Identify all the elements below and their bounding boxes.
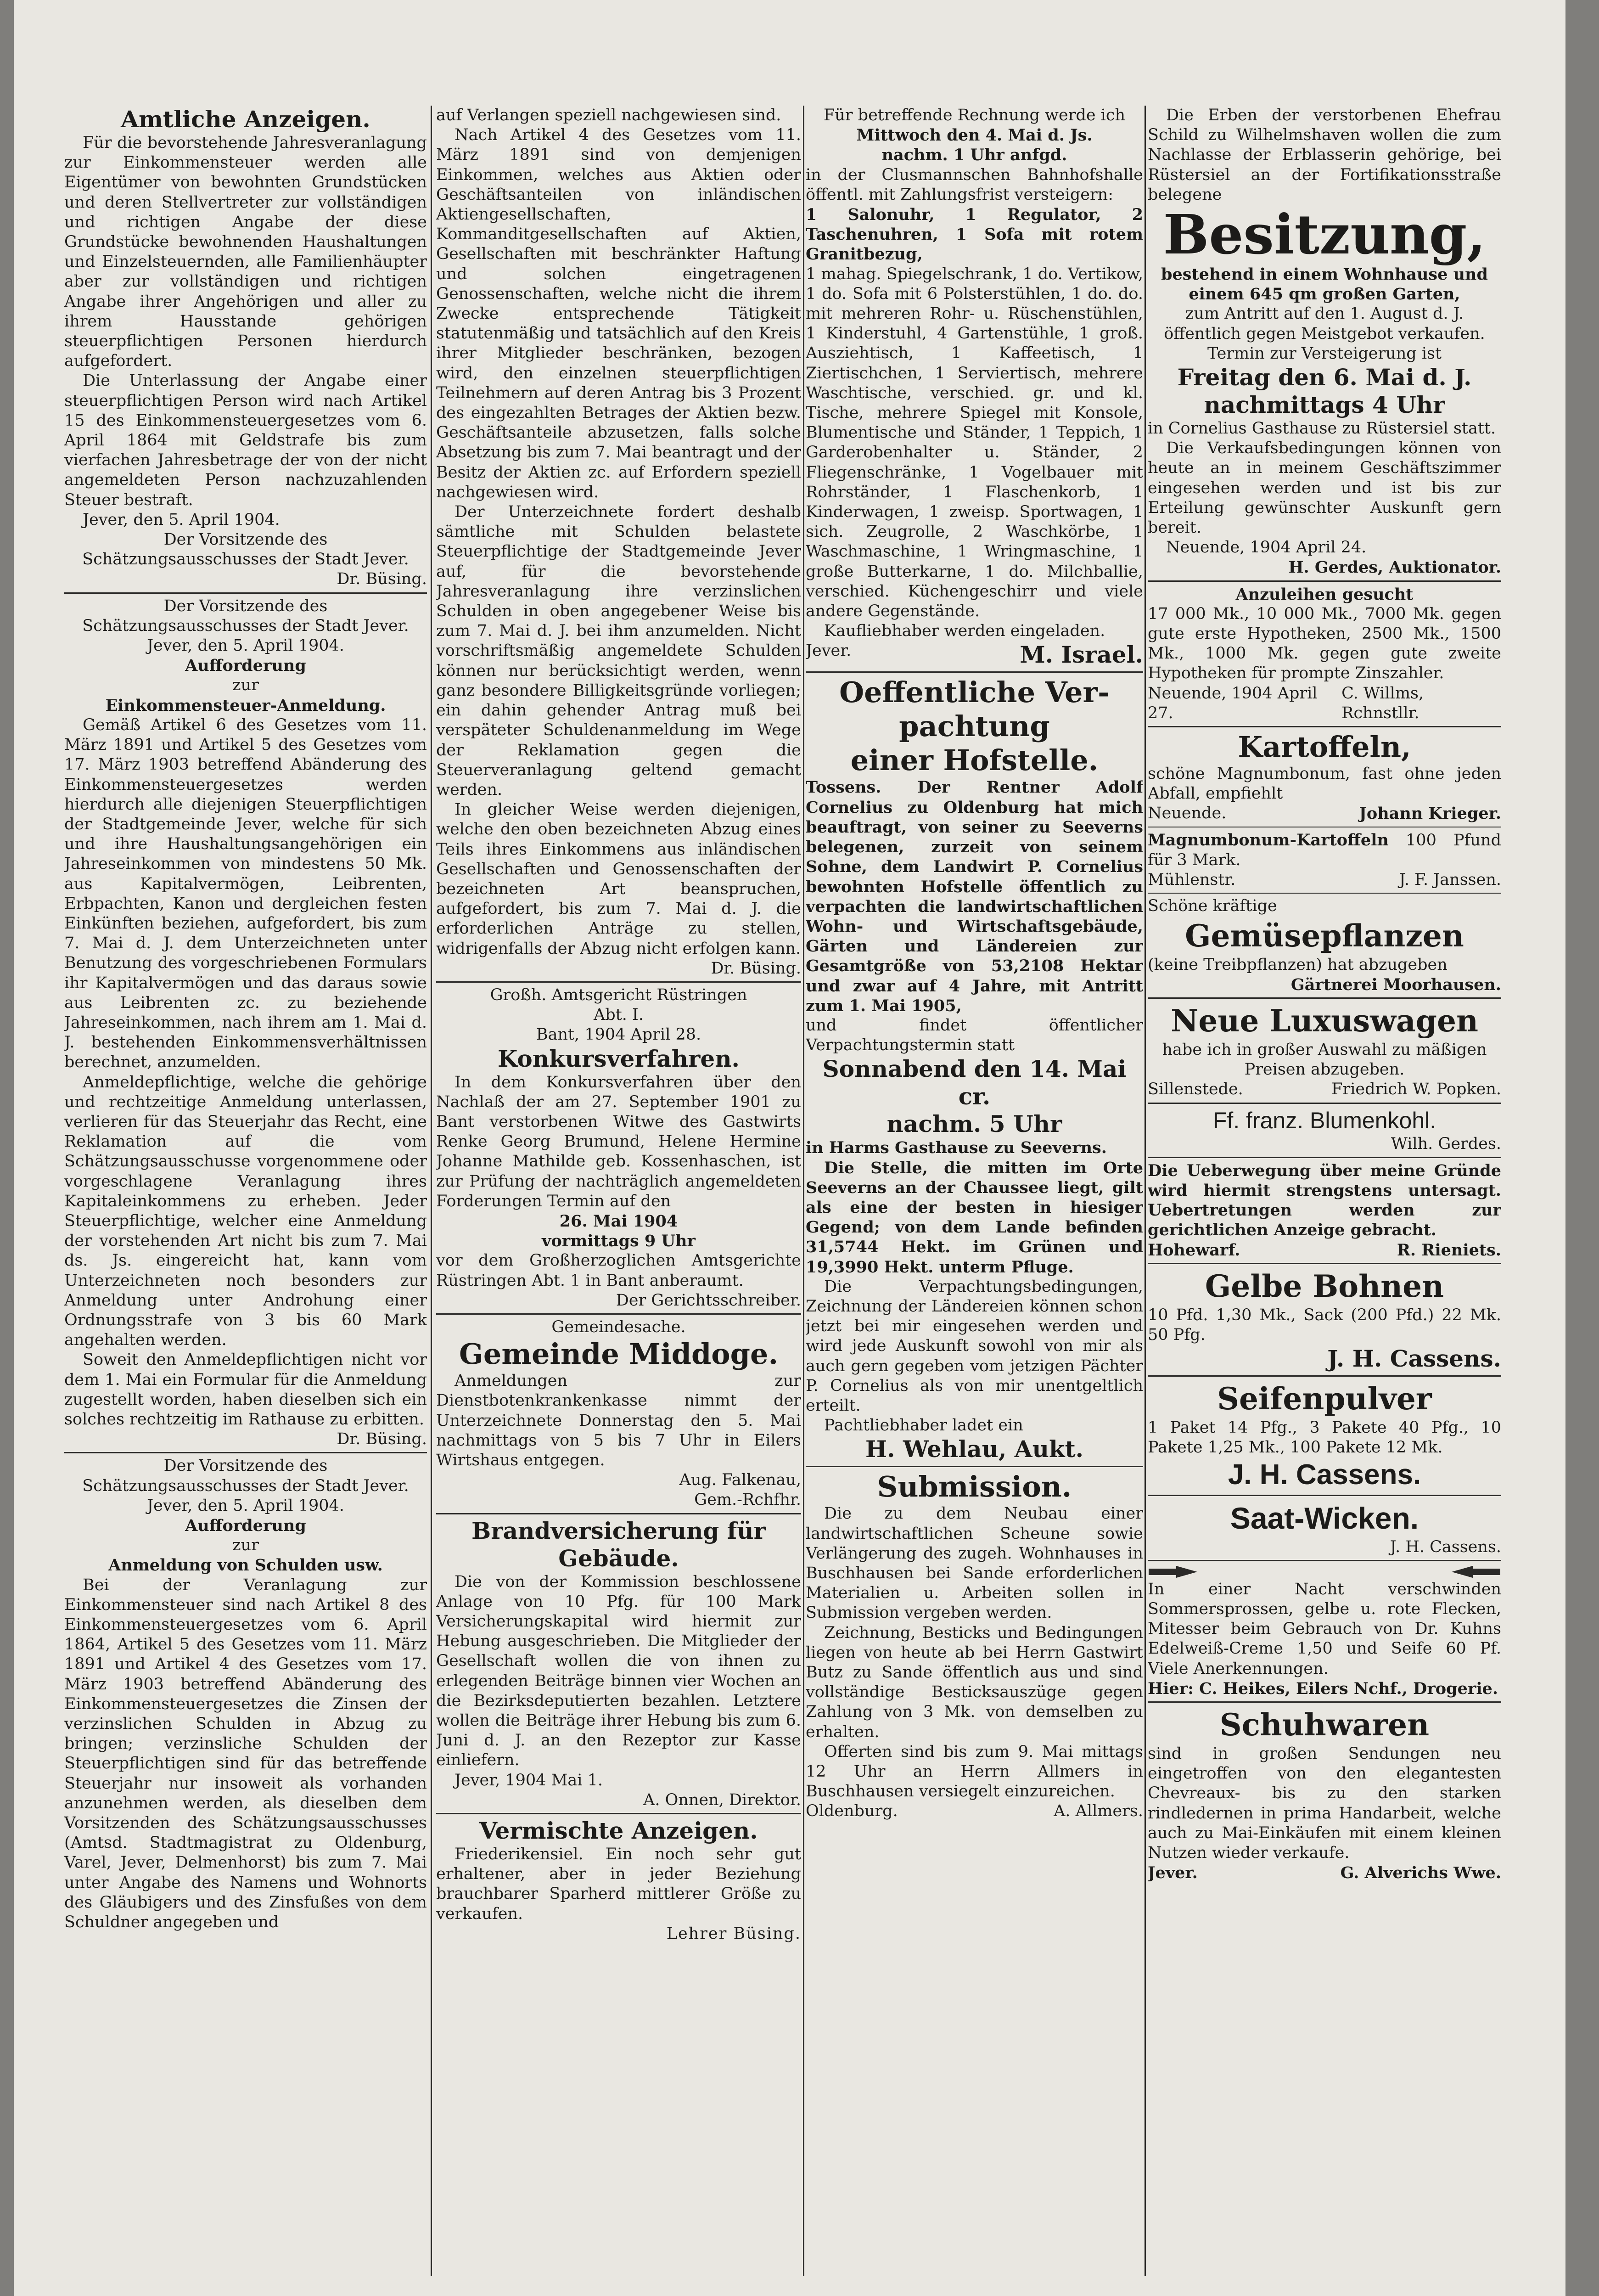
notice-text: Für betreffende Rechnung werde ich xyxy=(823,106,1126,124)
notice-heading: Aufforderung xyxy=(185,1516,306,1536)
divider xyxy=(806,671,1143,673)
divider xyxy=(64,1452,427,1453)
ad-title: Ff. franz. Blumenkohl. xyxy=(1212,1107,1436,1133)
ad-title: Kartoffeln, xyxy=(1238,730,1411,764)
notice-text: Die Erben der verstorbenen Ehefrau Schild zu Wilhelmshaven wollen die zum Nachlasse der Erblasserin gehörige, bei Rüstersiel an der Fortifikationsstraße belegene xyxy=(1148,106,1501,204)
notice-date: Jever, den 5. April 1904. xyxy=(147,1496,344,1515)
notice-signature: M. Israel. xyxy=(1020,641,1143,669)
notice-signature: Gem.-Rchfhr. xyxy=(694,1491,801,1509)
notice-date: Jever, den 5. April 1904. xyxy=(83,510,280,529)
notice-place: Mühlenstr. xyxy=(1148,871,1236,889)
notice-text: Die zu dem Neubau einer landwirtschaftlichen Scheune sowie Verlängerung des zugeh. Wohnhauses in Buschhausen bei Sande erforderlichen Materialien u. Arbeiten sollen in Submission vergeben werden. xyxy=(806,1504,1143,1622)
ad-title: pachtung xyxy=(899,709,1050,743)
notice-place: Hohewarf. xyxy=(1148,1240,1240,1260)
notice-signature: R. Rieniets. xyxy=(1397,1240,1501,1260)
ad-title: Saat-Wicken. xyxy=(1230,1501,1419,1535)
divider xyxy=(1148,1157,1501,1158)
notice-signature: Johann Krieger. xyxy=(1359,804,1501,823)
notice-text: Tossens. Der Rentner Adolf Cornelius zu Oldenburg hat mich beauftragt, von seiner zu Seeverns belegenen, zurzeit von seinem Sohne, dem Landwirt P. Cornelius bewohnten Hofstelle öffentlich zu verpachten die landwirtschaftlichen Wohn- und Wirtschaftsgebäude, Gärten und Ländereien zur Gesamtgröße von 53,2108 Hektar und zwar auf 4 Jahre, mit Antritt zum 1. Mai 1905, xyxy=(806,778,1143,1015)
notice-text: Die Verkaufsbedingungen können von heute an in meinem Geschäftszimmer eingesehen werden und ist bis zur Erteilung gewünschter Auskunft gern bereit. xyxy=(1148,439,1501,537)
notice-date: Jever, den 5. April 1904. xyxy=(147,636,344,655)
divider xyxy=(1148,997,1501,999)
divider xyxy=(806,1466,1143,1467)
notice-signature: Dr. Büsing. xyxy=(337,570,427,589)
column-3 xyxy=(806,106,1143,2276)
notice-place: Oldenburg. xyxy=(806,1802,898,1821)
pointing-hand-icon xyxy=(1451,1564,1501,1580)
notice-text: Nach Artikel 4 des Gesetzes vom 11. März 1891 sind von demjenigen Einkommen, welches aus Aktien oder Geschäftsanteilen von inländischen Aktiengesellschaften, Kommanditgesellschaften auf Aktien, Gesellschaften mit beschränkter Haftung und solchen eingetragenen Genossenschaften, welche nicht die ihrem Zwecke entsprechende Tätigkeit statutenmäßig und tatsächlich auf den Kreis ihrer Mitglieder beschränken, bezogen wird, den einzelnen steuerpflichtigen Teilnehmern auf deren Antrag bis 3 Prozent des eingezahlten Betrages der Aktien bezw. Geschäftsanteile abzusetzen, falls solche Absetzung bis zum 7. Mai beantragt und der Besitz der Aktien zc. auf Erfordern speziell nachgewiesen wird. xyxy=(436,126,801,501)
section-heading: Amtliche Anzeigen. xyxy=(121,106,370,133)
ad-title: Anzuleihen gesucht xyxy=(1235,585,1414,604)
notice-signature: Friedrich W. Popken. xyxy=(1331,1080,1501,1099)
divider xyxy=(436,981,801,983)
notice-text: schöne Magnumbonum, fast ohne jeden Abfall, empfiehlt xyxy=(1148,765,1501,803)
notice-date: Neuende, 1904 April 27. xyxy=(1148,684,1318,722)
notice-text: In einer Nacht verschwinden Sommersprossen, gelbe u. rote Flecken, Mitesser beim Gebrauch von Dr. Kuhns Edelweiß-Creme 1,50 und Seife 60 Pf. Viele Anerkennungen. xyxy=(1148,1580,1501,1678)
divider xyxy=(64,592,427,594)
notice-signature: J. H. Cassens. xyxy=(1228,1458,1421,1491)
notice-text: Zeichnung, Besticks und Bedingungen liegen von heute ab bei Herrn Gastwirt Butz zu Sande öffentlich aus und sind vollständige Besticksauszüge gegen Zahlung von 3 Mk. von demselben zu erhalten. xyxy=(806,1623,1143,1741)
term-time: nachm. 5 Uhr xyxy=(886,1110,1062,1138)
newspaper-page xyxy=(14,0,1565,2296)
notice-text: Pachtliebhaber ladet ein xyxy=(824,1416,1023,1435)
notice-text: vor dem Großherzoglichen Amtsgerichte Rüstringen Abt. 1 in Bant anberaumt. xyxy=(436,1251,801,1290)
ad-title: Seifenpulver xyxy=(1217,1381,1432,1417)
notice-text: Für die bevorstehende Jahresveranlagung zur Einkommensteuer werden alle Eigentümer von bewohnten Grundstücken und deren Stellvertreter zur vollständigen und richtigen Angabe der diese Grundstücke bewohnenden Haushaltungen und Einzelsteuernden, alle Familienhäupter aber zur vollständigen und richtigen Angabe ihrer Angehörigen und aller zu ihrem Hausstande gehörigen steuerpflichtigen Personen hierdurch aufgefordert. xyxy=(64,134,427,371)
notice-date: Jever, 1904 Mai 1. xyxy=(454,1771,603,1790)
notice-signature: A. Allmers. xyxy=(1054,1802,1143,1821)
notice-text: Anmeldungen zur Dienstbotenkrankenkasse nimmt der Unterzeichnete Donnerstag den 5. Mai nachmittags von 5 bis 7 Uhr in Eilers Wirtshaus entgegen. xyxy=(436,1372,801,1469)
notice-text: 17 000 Mk., 10 000 Mk., 7000 Mk. gegen gute erste Hypotheken, 2500 Mk., 1500 Mk., 1000 Mk. gegen gute zweite Hypotheken für prompte Zinszahler. xyxy=(1148,604,1501,683)
notice-text: in der Clusmannschen Bahnhofshalle öffentl. mit Zahlungsfrist versteigern: xyxy=(806,165,1143,204)
notice-kicker: Gemeindesache. xyxy=(551,1317,686,1336)
notice-signature: C. Willms, Rchnstllr. xyxy=(1341,684,1424,722)
divider xyxy=(436,1813,801,1814)
notice-signature: Dr. Büsing. xyxy=(711,959,801,978)
notice-text: zum Antritt auf den 1. August d. J. öffentlich gegen Meistgebot verkaufen. xyxy=(1164,304,1485,343)
divider xyxy=(1148,1560,1501,1561)
notice-text: 10 Pfd. 1,30 Mk., Sack (200 Pfd.) 22 Mk. 50 Pfg. xyxy=(1148,1306,1501,1344)
column-rule xyxy=(1145,106,1146,2276)
court-division: Abt. I. xyxy=(594,1006,644,1024)
notice-text: Friederikensiel. Ein noch sehr gut erhaltener, aber in jeder Beziehung brauchbarer Sparherd mittlerer Größe zu verkaufen. xyxy=(436,1845,801,1923)
term-date: 26. Mai 1904 xyxy=(559,1211,678,1231)
notice-text: auf Verlangen speziell nachgewiesen sind. xyxy=(436,106,781,124)
notice-text: sind in großen Sendungen neu eingetroffen von den elegantesten Chevreaux- bis zu den starken rindledernen in prima Handarbeit, welche auch zu Mai-Einkäufen mit einem kleinen Nutzen wieder verkaufe. xyxy=(1148,1744,1501,1862)
notice-signature: Wilh. Gerdes. xyxy=(1391,1134,1501,1153)
ad-title: Neue Luxuswagen xyxy=(1171,1002,1478,1039)
notice-text: 100 Pfund für 3 Mark. xyxy=(1148,831,1501,869)
term-time: vormittags 9 Uhr xyxy=(542,1232,696,1251)
notice-place: Jever. xyxy=(806,642,852,660)
ad-kicker: Schöne kräftige xyxy=(1148,897,1277,916)
notice-place: Jever. xyxy=(1148,1863,1198,1883)
notice-place: Neuende. xyxy=(1148,804,1227,823)
ad-title: Gemüsepflanzen xyxy=(1185,917,1464,954)
ad-title: Schuhwaren xyxy=(1219,1706,1430,1743)
notice-text: Die Ueberwegung über meine Gründe wird hiermit strengstens untersagt. Uebertretungen werden zur gerichtlichen Anzeige gebracht. xyxy=(1148,1161,1501,1240)
notice-title: Konkursverfahren. xyxy=(498,1045,740,1072)
notice-heading: Anmeldung von Schulden usw. xyxy=(108,1556,383,1575)
notice-text: 1 Paket 14 Pfg., 3 Pakete 40 Pfg., 10 Pakete 1,25 Mk., 100 Pakete 12 Mk. xyxy=(1148,1418,1501,1457)
notice-text: Soweit den Anmeldepflichtigen nicht vor dem 1. Mai ein Formular für die Anmeldung zugestellt worden, haben dieselben sich ein solches rechtzeitig im Rathause zu erbitten. xyxy=(64,1351,427,1429)
notice-title: Brandversicherung für Gebäude. xyxy=(471,1517,766,1572)
notice-text: In gleicher Weise werden diejenigen, welche den oben bezeichneten Abzug eines Teils ihres Einkommens aus inländischen Gesellschaften und Genossenschaften der bezeichneten Art beanspruchen, aufgefordert, bis zum 7. Mai d. J. die erforderlichen Anträge zu stellen, widrigenfalls der Abzug nicht erfolgen kann. xyxy=(436,800,801,958)
notice-signature: A. Onnen, Direktor. xyxy=(643,1790,801,1809)
auction-time: nachm. 1 Uhr anfgd. xyxy=(881,146,1067,165)
column-2 xyxy=(436,106,801,2276)
column-rule xyxy=(803,106,804,2276)
divider xyxy=(1148,893,1501,894)
divider xyxy=(1148,1103,1501,1104)
term-place: in Harms Gasthause zu Seeverns. xyxy=(806,1138,1107,1158)
ad-title: Gelbe Bohnen xyxy=(1205,1268,1444,1304)
term-date: Freitag den 6. Mai d. J. xyxy=(1177,364,1472,391)
pointing-hand-icon xyxy=(1148,1564,1198,1580)
divider xyxy=(1148,1495,1501,1496)
notice-place: Sillenstede. xyxy=(1148,1080,1243,1099)
notice-signature: J. F. Janssen. xyxy=(1399,871,1501,889)
notice-text: in Cornelius Gasthause zu Rüstersiel statt. xyxy=(1148,419,1496,438)
section-heading: Vermischte Anzeigen. xyxy=(479,1817,758,1845)
ad-title: Oeffentliche Ver- xyxy=(839,675,1110,709)
divider xyxy=(1148,1375,1501,1377)
notice-signature: Gärtnerei Moorhausen. xyxy=(1290,975,1501,994)
notice-signature: H. Gerdes, Auktionator. xyxy=(1288,558,1501,577)
product-name: Magnumbonum-Kartoffeln xyxy=(1148,830,1389,850)
divider xyxy=(436,1313,801,1315)
notice-text: Die Stelle, die mitten im Orte Seeverns an der Chaussee liegt, gilt als eine der besten in hiesiger Gegend; von dem Lande befinden 31,5744 Hekt. im Grünen und 19,3990 Hekt. unterm Pfluge. xyxy=(806,1158,1143,1277)
divider xyxy=(436,1513,801,1514)
notice-text: Bei der Veranlagung zur Einkommensteuer sind nach Artikel 8 des Einkommensteuergesetzes vom 6. April 1864, Artikel 5 des Gesetzes vom 11. März 1891 und Artikel 4 des Gesetzes vom 17. März 1903 betreffend Abänderung des Einkommensteuergesetzes die Zinsen der verzinslichen Schulden in Abzug zu bringen; verzinsliche Schulden der Steuerpflichtigen sind für das betreffende Steuerjahr nur insoweit als vorhanden anzunehmen werden, als dieselben dem Vorsitzenden des Schätzungsausschusses (Amtsd. Stadtmagistrat zu Oldenburg, Varel, Jever, Delmenhorst) bis zum 7. Mai unter Angabe des Namens und Wohnorts des Gläubigers und des Zinsfußes von dem Schuldner angegeben und xyxy=(64,1576,427,1932)
notice-text: habe ich in großer Auswahl zu mäßigen Preisen abzugeben. xyxy=(1162,1040,1487,1079)
term-date: Sonnabend den 14. Mai cr. xyxy=(822,1055,1127,1110)
notice-title: Gemeinde Middoge. xyxy=(459,1337,779,1371)
divider xyxy=(1148,1701,1501,1703)
notice-date: Neuende, 1904 April 24. xyxy=(1166,538,1367,557)
notice-heading: Einkommensteuer-Anmeldung. xyxy=(105,696,386,715)
notice-issuer: Der Vorsitzende des Schätzungsausschusses der Stadt Jever. xyxy=(82,1457,409,1495)
notice-signature: J. H. Cassens. xyxy=(1390,1537,1501,1556)
notice-date: Bant, 1904 April 28. xyxy=(536,1025,701,1044)
ad-subtitle: bestehend in einem Wohnhause und einem 645 qm großen Garten, xyxy=(1161,265,1488,304)
notice-signature: Hier: C. Heikes, Eilers Nchf., Drogerie. xyxy=(1148,1679,1498,1698)
auction-date: Mittwoch den 4. Mai d. Js. xyxy=(856,126,1093,145)
notice-signature: J. H. Cassens. xyxy=(1327,1345,1501,1373)
notice-signature: G. Alverichs Wwe. xyxy=(1340,1863,1501,1883)
column-4 xyxy=(1148,106,1501,2276)
notice-text: Kaufliebhaber werden eingeladen. xyxy=(824,622,1105,641)
auction-items-highlight: 1 Salonuhr, 1 Regulator, 2 Taschenuhren, 1 Sofa mit rotem Granitbezug, xyxy=(806,205,1143,264)
ad-title: einer Hofstelle. xyxy=(850,743,1099,777)
notice-text: Die Verpachtungsbedingungen, Zeichnung der Ländereien können schon jetzt bei mir eingesehen werden und wird jede Auskunft sowohl von mir als auch gern gegeben vom jetzigen Pächter P. Cornelius als von mir unentgeltlich erteilt. xyxy=(806,1277,1143,1415)
notice-text: In dem Konkursverfahren über den Nachlaß der am 27. September 1901 zu Bant verstorbenen Witwe des Gastwirts Renke Georg Brumund, Helene Hermine Johanne Mathilde geb. Kossenhaschen, ist zur Prüfung der nachträglich angemeldeten Forderungen Termin auf den xyxy=(436,1073,801,1210)
notice-text: (keine Treibpflanzen) hat abzugeben xyxy=(1148,955,1448,974)
notice-text: Der Unterzeichnete fordert deshalb sämtliche mit Schulden belastete Steuerpflichtige der Stadtgemeinde Jever auf, für die bevorstehende Jahresveranlagung ihre verzinslichen Schulden in oben angegebener Weise bis zum 7. Mai d. J. bei ihm anzumelden. Nicht vorschriftsmäßig angemeldete Schulden können nur berücksichtigt werden, wenn ganz besondere Billigkeitsgründe vorliegen; ein dahin gehender Antrag muß bei verspäteter Schuldenanmeldung im Wege der Reklamation gegen die Steuerveranlagung geltend gemacht werden. xyxy=(436,503,801,799)
notice-signature: Aug. Falkenau, xyxy=(679,1471,801,1490)
notice-heading: zur xyxy=(232,676,259,695)
ad-title: Submission. xyxy=(877,1470,1072,1504)
notice-text: Termin zur Versteigerung ist xyxy=(1207,344,1442,363)
notice-issuer: Der Vorsitzende des Schätzungsausschusses der Stadt Jever. xyxy=(82,597,409,635)
ad-title: Besitzung, xyxy=(1163,203,1486,267)
term-time: nachmittags 4 Uhr xyxy=(1204,391,1445,419)
notice-text: Gemäß Artikel 6 des Gesetzes vom 11. März 1891 und Artikel 5 des Gesetzes vom 17. März 1903 betreffend Abänderung des Einkommensteuergesetzes werden hierdurch alle diejenigen Steuerpflichtigen der Stadtgemeinde Jever, welche für sich und ihre Haushaltungsangehörigen ein Jahreseinkommen von mindestens 50 Mk. aus Kapitalvermögen, Leibrenten, Erbpachten, Kanon und dergleichen festen Einkünften beziehen, aufgefordert, bis zum 7. Mai d. J. dem Unterzeichneten unter Benutzung des vorgeschriebenen Formulars ihr Kapitalvermögen und das daraus sowie aus Leibrenten zc. zu beziehende Jahreseinkommen, nach ihrem am 1. Mai d. J. bestehenden Einkommensverhältnissen berechnet, anzumelden. xyxy=(64,715,427,1072)
divider xyxy=(1148,580,1501,582)
notice-signature: H. Wehlau, Aukt. xyxy=(865,1435,1084,1463)
notice-heading: zur xyxy=(232,1536,259,1555)
notice-heading: Aufforderung xyxy=(185,656,306,675)
divider xyxy=(1148,726,1501,727)
notice-text: Die von der Kommission beschlossene Anlage von 10 Pfg. für 100 Mark Versicherungskapital wird hiermit zur Hebung ausgeschrieben. Die Mitglieder der Gesellschaft wollen die von ihnen zu erlegenden Beiträge binnen vier Wochen an die Bezirksdeputierten bezahlen. Letztere wollen die Beiträge ihrer Hebung bis zum 6. Juni d. J. an den Rezeptor zur Kasse einliefern. xyxy=(436,1572,801,1770)
notice-text: Die Unterlassung der Angabe einer steuerpflichtigen Person wird nach Artikel 15 des Einkommensteuergesetzes vom 6. April 1864 mit Geldstrafe bis zum vierfachen Jahresbetrage der von der nicht angemeldeten Person nachzuzahlenden Steuer bestraft. xyxy=(64,371,427,509)
notice-text: Anmeldepflichtige, welche die gehörige und rechtzeitige Anmeldung unterlassen, verlieren für das Steuerjahr das Recht, eine Reklamation auf die vom Schätzungsausschusse vorgenommene oder vorgeschlagene Veranlagung ihres Kapitaleinkommens zu erheben. Jeder Steuerpflichtige, welcher eine Anmeldung der vorstehenden Art nicht bis zum 7. Mai ds. Js. eingereicht hat, kann vom Unterzeichneten noch besonders zur Anmeldung unter Androhung einer Ordnungsstrafe von 3 bis 60 Mark angehalten werden. xyxy=(64,1073,427,1350)
notice-text: und findet öffentlicher Verpachtungstermin statt xyxy=(806,1016,1143,1055)
column-1 xyxy=(64,106,427,2276)
notice-signature: Dr. Büsing. xyxy=(337,1430,427,1449)
column-rule xyxy=(431,106,432,2276)
auction-items: 1 mahag. Spiegelschrank, 1 do. Vertikow, 1 do. Sofa mit 6 Polsterstühlen, 1 do. do. mit mehreren Rohr- u. Rüschenstühlen, 1 Kinderstuhl, 4 Gartenstühle, 1 groß. Ausziehtisch, 1 Kaffeetisch, 1 Ziertischchen, 1 Serviertisch, mehrere Waschtische, verschied. gr. und kl. Tische, mehrere Spiegel mit Konsole, Blumentische und Ständer, 1 Teppich, 1 Garderobenhalter u. Ständer, 2 Fliegenschränke, 1 Vogelbauer mit Rohrständer, 1 Flaschenkorb, 1 Kinderwagen, 1 zweisp. Sportwagen, 1 sich. Zeugrolle, 2 Waschkörbe, 1 Waschmaschine, 1 Wringmaschine, 1 große Butterkarne, 1 do. Milchballie, verschied. Küchengeschirr und viele andere Gegenstände. xyxy=(806,264,1143,621)
divider xyxy=(1148,1263,1501,1264)
notice-text: Offerten sind bis zum 9. Mai mittags 12 Uhr an Herrn Allmers in Buschhausen versiegelt einzureichen. xyxy=(806,1742,1143,1801)
notice-issuer: Der Vorsitzende des Schätzungsausschusses der Stadt Jever. xyxy=(82,530,409,569)
court-name: Großh. Amtsgericht Rüstringen xyxy=(490,985,747,1004)
notice-signature: Der Gerichtsschreiber. xyxy=(616,1291,801,1310)
notice-signature: Lehrer Büsing. xyxy=(666,1924,801,1943)
